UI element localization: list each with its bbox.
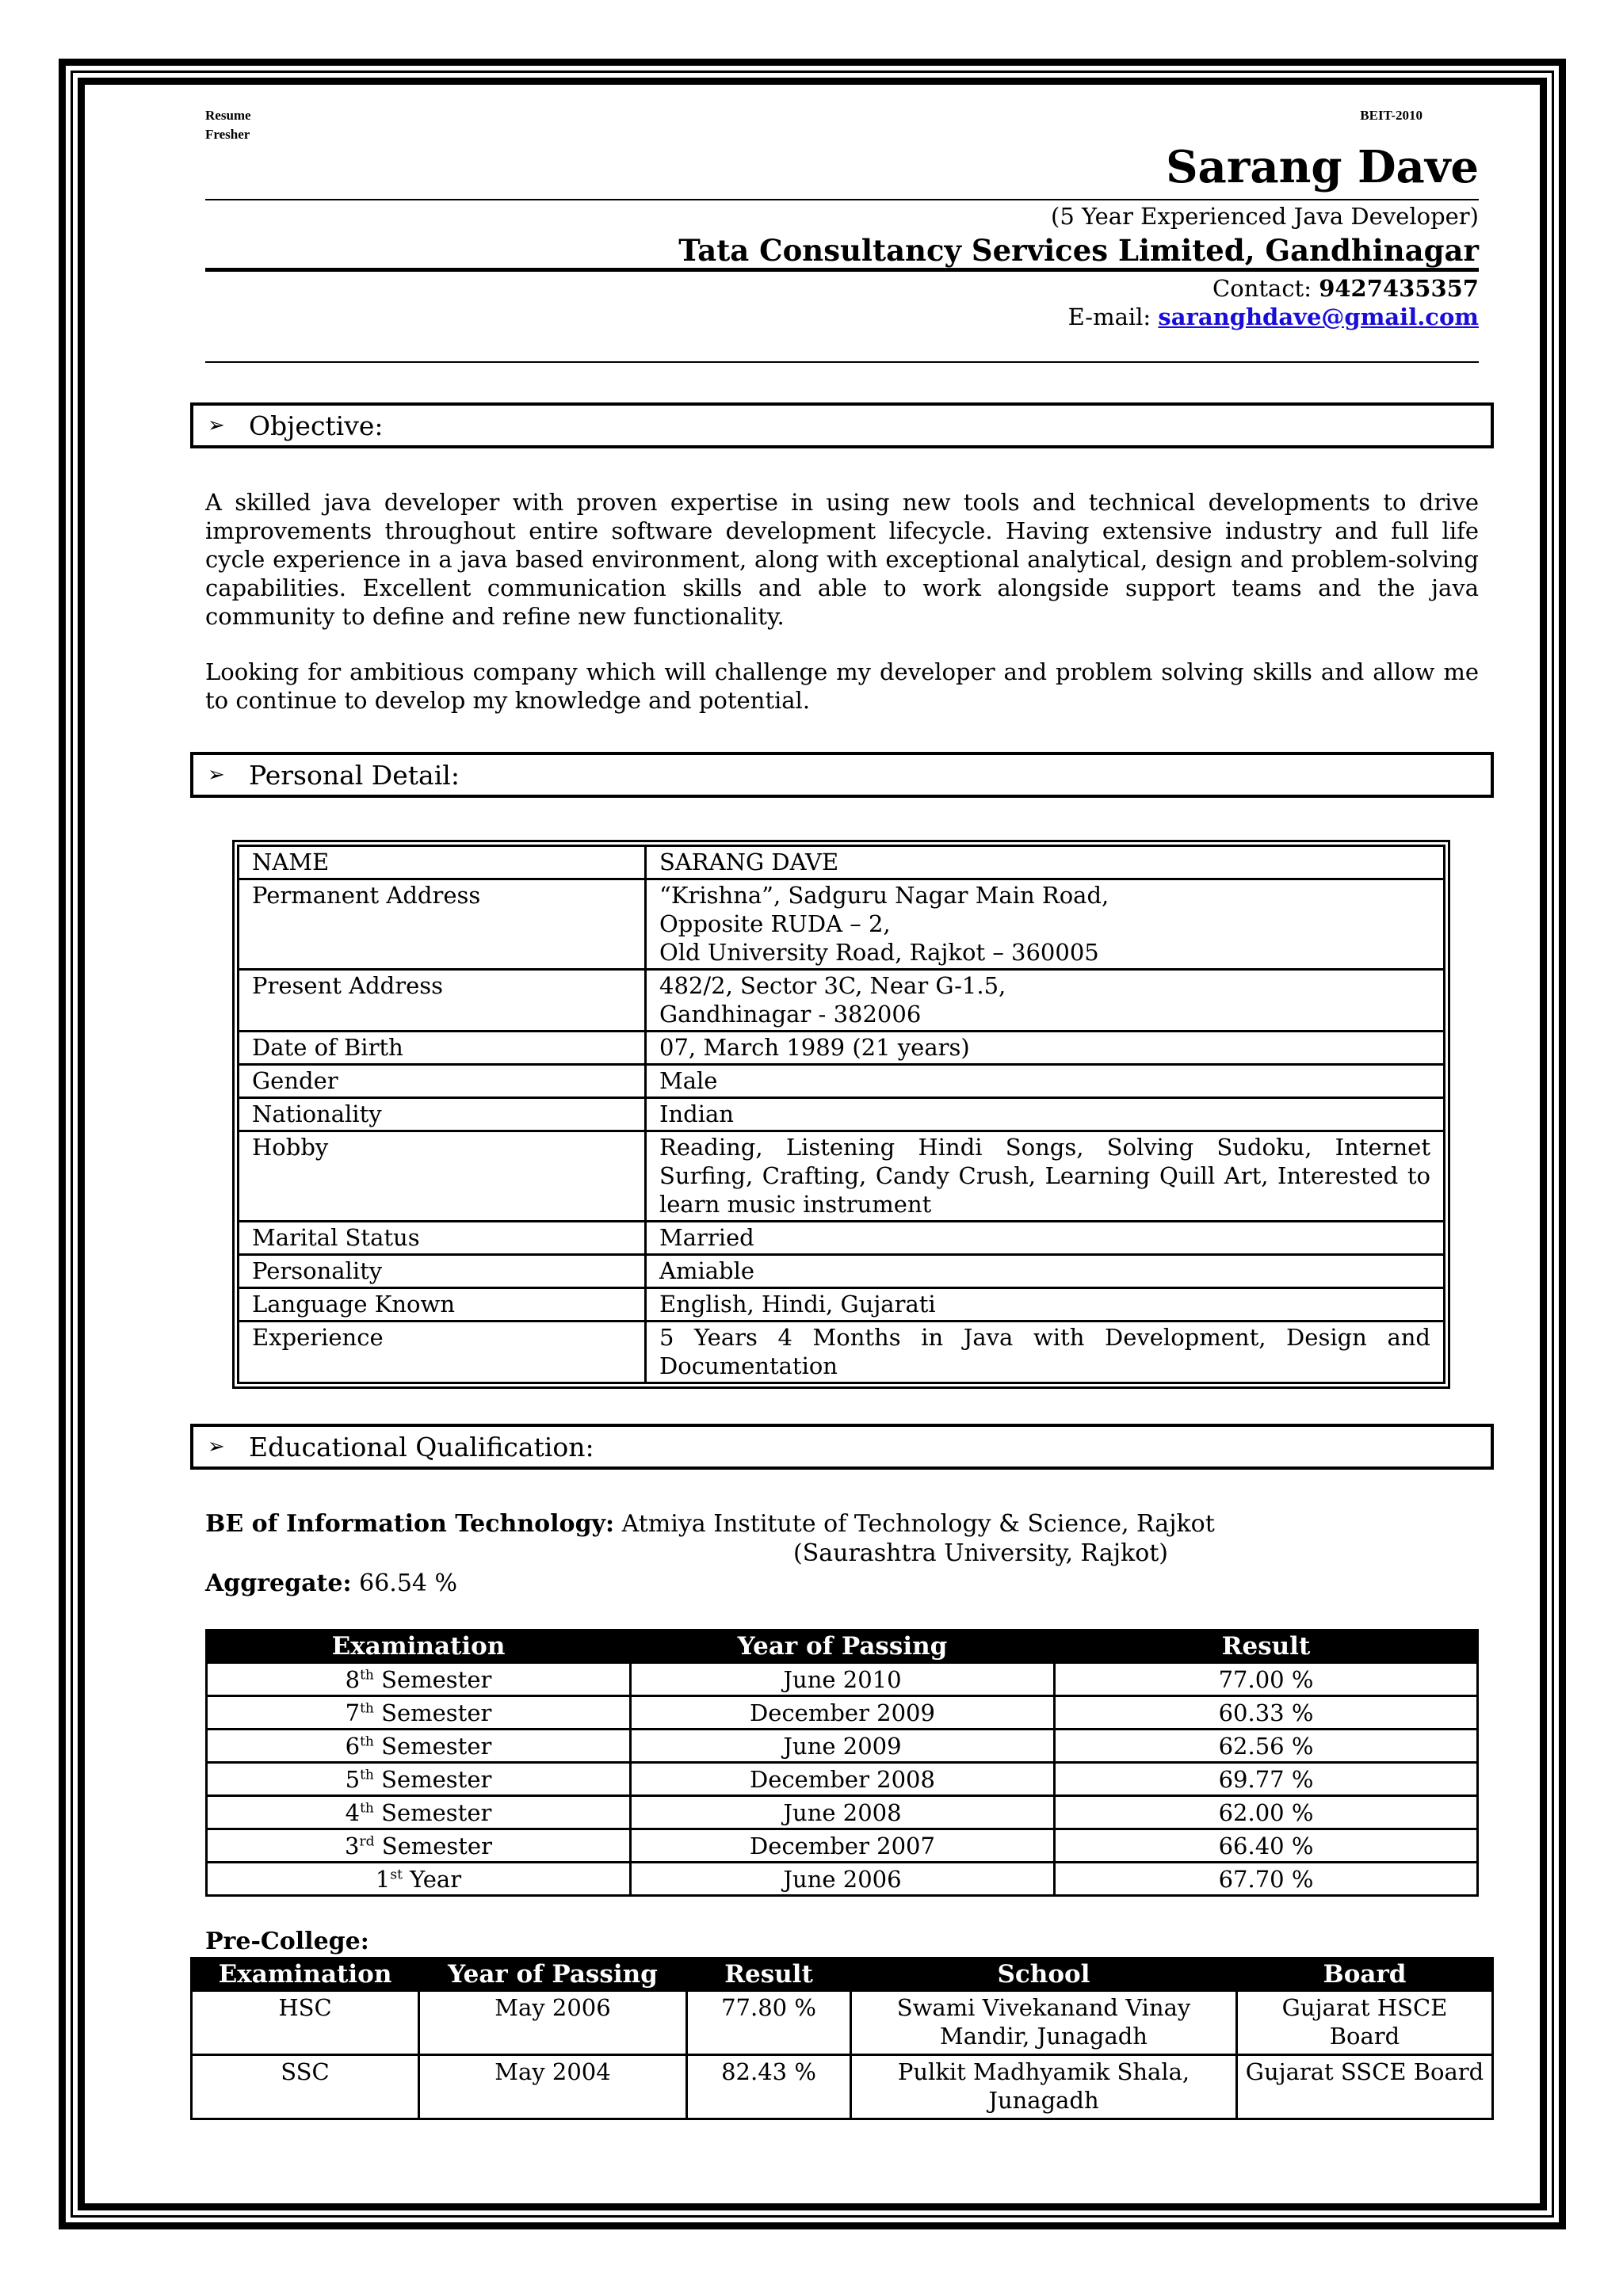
school-cell <box>851 1991 1237 2055</box>
exam-label: Semester <box>373 1799 492 1826</box>
result-cell: 77.80 % <box>687 1991 851 2055</box>
exam-cell <box>207 1696 631 1730</box>
objective-paragraph-2: Looking for ambitious company which will challenge my developer and problem solving skills and allow me to continue to develop my knowledge and potential. <box>205 658 1479 714</box>
result-cell: 82.43 % <box>687 2055 851 2119</box>
detail-value-line: 07, March 1989 (21 years) <box>659 1034 970 1061</box>
exam-ordinal: st <box>390 1867 403 1883</box>
table-row <box>239 1098 1445 1131</box>
header-left-label <box>205 106 251 144</box>
candidate-name: Sarang Dave <box>1166 141 1479 193</box>
detail-value <box>646 1255 1445 1288</box>
degree-label: BE of Information Technology: <box>205 1510 615 1538</box>
exam-cell: SSC <box>192 2055 419 2119</box>
table-row <box>239 970 1445 1032</box>
table-header-row <box>192 1958 1493 1991</box>
detail-value-line: Gandhinagar - 382006 <box>659 1001 922 1028</box>
exam-ordinal: th <box>360 1700 374 1717</box>
pre-college-table <box>190 1957 1494 2120</box>
column-header: Examination <box>192 1958 419 1991</box>
school-line: Swami Vivekanand Vinay <box>896 1994 1191 2021</box>
fresher-label: Fresher <box>205 127 250 142</box>
exam-cell <box>207 1663 631 1696</box>
email-label: E-mail: <box>1067 303 1151 330</box>
candidate-subtitle: (5 Year Experienced Java Developer) <box>1051 203 1479 230</box>
detail-label: Marital Status <box>239 1222 646 1255</box>
exam-cell: HSC <box>192 1991 419 2055</box>
exam-cell <box>207 1730 631 1763</box>
exam-ordinal: th <box>360 1667 374 1684</box>
result-cell: 66.40 % <box>1055 1829 1478 1863</box>
section-education-heading <box>190 1424 1494 1470</box>
table-row <box>239 846 1445 879</box>
objective-paragraph-1: A skilled java developer with proven expertise in using new tools and technical developments to drive improvements throughout entire software development lifecycle. Having extensive industry and full life cycle experience in a java based environment, along with exceptional analytical, design and problem-solving capabilities. Excellent communication skills and able to work alongside support teams and the java community to define and refine new functionality. <box>205 489 1479 630</box>
detail-value: Reading, Listening Hindi Songs, Solving Sudoku, Internet Surfing, Crafting, Candy Crush, Learning Quill Art, Interested to learn music instrument <box>646 1131 1445 1222</box>
column-header: Result <box>687 1958 851 1991</box>
contact-block <box>1068 274 1479 331</box>
table-row <box>239 879 1445 970</box>
year-cell: December 2008 <box>631 1763 1055 1796</box>
table-header-row <box>207 1630 1478 1663</box>
detail-value-line: Old University Road, Rajkot – 360005 <box>659 939 1099 966</box>
batch-code: BEIT-2010 <box>1360 108 1423 123</box>
table-row <box>207 1730 1478 1763</box>
exam-ordinal: rd <box>359 1833 375 1850</box>
detail-label: NAME <box>239 846 646 879</box>
aggregate-value: 66.54 % <box>359 1569 458 1597</box>
detail-value <box>646 846 1445 879</box>
detail-value-line: 482/2, Sector 3C, Near G-1.5, <box>659 972 1006 999</box>
exam-ordinal: th <box>360 1767 374 1783</box>
exam-label: Semester <box>373 1766 492 1793</box>
result-cell: 77.00 % <box>1055 1663 1478 1696</box>
exam-label: Semester <box>374 1833 492 1859</box>
exam-number: 3 <box>345 1833 360 1859</box>
column-header: Board <box>1237 1958 1493 1991</box>
column-header: School <box>851 1958 1237 1991</box>
detail-label: Present Address <box>239 970 646 1032</box>
email-link[interactable]: saranghdave@gmail.com <box>1158 303 1479 330</box>
exam-cell <box>207 1829 631 1863</box>
year-cell: December 2007 <box>631 1829 1055 1863</box>
pre-college-label: Pre-College: <box>205 1928 369 1955</box>
aggregate-line <box>205 1569 1479 1598</box>
board-cell: Gujarat HSCE Board <box>1237 1991 1493 2055</box>
table-row <box>239 1322 1445 1383</box>
detail-label: Nationality <box>239 1098 646 1131</box>
contact-line <box>1068 274 1479 303</box>
detail-value-line: Opposite RUDA – 2, <box>659 910 891 937</box>
table-row <box>207 1796 1478 1829</box>
school-line: Mandir, Junagadh <box>940 2023 1148 2050</box>
exam-cell <box>207 1863 631 1896</box>
exam-ordinal: th <box>360 1800 374 1817</box>
result-cell: 60.33 % <box>1055 1696 1478 1730</box>
contact-phone[interactable]: 9427435357 <box>1319 275 1479 302</box>
table-row <box>192 1991 1493 2055</box>
email-line <box>1068 303 1479 331</box>
contact-label: Contact: <box>1212 275 1312 302</box>
detail-label: Date of Birth <box>239 1032 646 1065</box>
table-row <box>239 1255 1445 1288</box>
year-cell: June 2008 <box>631 1796 1055 1829</box>
section-personal-heading <box>190 752 1494 798</box>
section-title: Objective: <box>249 410 384 441</box>
resume-label: Resume <box>205 108 251 123</box>
section-title: Educational Qualification: <box>249 1431 594 1463</box>
degree-university: (Saurashtra University, Rajkot) <box>793 1539 1169 1567</box>
detail-label: Permanent Address <box>239 879 646 970</box>
degree-line <box>205 1509 1479 1539</box>
arrow-bullet-icon: ➢ <box>208 414 225 437</box>
detail-value-line: SARANG DAVE <box>659 849 839 875</box>
detail-label: Experience <box>239 1322 646 1383</box>
school-cell <box>851 2055 1237 2119</box>
exam-label: Semester <box>373 1666 492 1693</box>
exam-label: Year <box>402 1866 462 1893</box>
detail-value-line: Amiable <box>659 1257 755 1284</box>
header-rule-thick <box>205 268 1479 272</box>
detail-value-line: Married <box>659 1224 754 1251</box>
degree-institute: Atmiya Institute of Technology & Science, Rajkot <box>621 1510 1215 1538</box>
detail-label: Gender <box>239 1065 646 1098</box>
exam-cell <box>207 1763 631 1796</box>
column-header: Year of Passing <box>631 1630 1055 1663</box>
exam-number: 4 <box>345 1799 361 1826</box>
column-header: Year of Passing <box>419 1958 687 1991</box>
exam-number: 1 <box>375 1866 391 1893</box>
table-row <box>239 1222 1445 1255</box>
detail-value <box>646 1065 1445 1098</box>
detail-value <box>646 1032 1445 1065</box>
detail-value-line: English, Hindi, Gujarati <box>659 1291 936 1318</box>
header-rule-thin <box>205 199 1479 200</box>
column-header: Result <box>1055 1630 1478 1663</box>
table-row <box>239 1032 1445 1065</box>
result-cell: 62.00 % <box>1055 1796 1478 1829</box>
detail-value-line: Indian <box>659 1100 734 1127</box>
table-row <box>239 1131 1445 1222</box>
table-row <box>207 1696 1478 1730</box>
arrow-bullet-icon: ➢ <box>208 1435 225 1459</box>
year-cell: December 2009 <box>631 1696 1055 1730</box>
detail-label: Language Known <box>239 1288 646 1322</box>
exam-number: 8 <box>345 1666 361 1693</box>
table-row <box>207 1829 1478 1863</box>
result-cell: 62.56 % <box>1055 1730 1478 1763</box>
table-row <box>239 1288 1445 1322</box>
table-row <box>207 1863 1478 1896</box>
board-cell: Gujarat SSCE Board <box>1237 2055 1493 2119</box>
exam-label: Semester <box>373 1733 492 1760</box>
year-cell: May 2006 <box>419 1991 687 2055</box>
section-objective-heading <box>190 402 1494 448</box>
table-row <box>207 1763 1478 1796</box>
table-row <box>192 2055 1493 2119</box>
arrow-bullet-icon: ➢ <box>208 763 225 787</box>
detail-value <box>646 1098 1445 1131</box>
personal-detail-table <box>237 845 1445 1384</box>
exam-label: Semester <box>373 1699 492 1726</box>
exam-cell <box>207 1796 631 1829</box>
year-cell: June 2009 <box>631 1730 1055 1763</box>
exam-number: 7 <box>345 1699 361 1726</box>
detail-label: Personality <box>239 1255 646 1288</box>
detail-value <box>646 879 1445 970</box>
detail-value <box>646 1288 1445 1322</box>
detail-value-line: Male <box>659 1067 718 1094</box>
semester-results-table <box>205 1629 1479 1897</box>
detail-value <box>646 1222 1445 1255</box>
table-row <box>207 1663 1478 1696</box>
result-cell: 69.77 % <box>1055 1763 1478 1796</box>
year-cell: June 2010 <box>631 1663 1055 1696</box>
exam-ordinal: th <box>360 1733 374 1750</box>
school-line: Pulkit Madhyamik Shala, <box>897 2058 1190 2085</box>
exam-number: 6 <box>345 1733 361 1760</box>
personal-detail-table-frame <box>232 840 1450 1389</box>
school-line: Junagadh <box>988 2087 1099 2114</box>
detail-label: Hobby <box>239 1131 646 1222</box>
current-company: Tata Consultancy Services Limited, Gandhinagar <box>678 233 1479 268</box>
header-rule-bottom <box>205 361 1479 363</box>
detail-value <box>646 970 1445 1032</box>
section-title: Personal Detail: <box>249 759 460 791</box>
column-header: Examination <box>207 1630 631 1663</box>
exam-number: 5 <box>345 1766 361 1793</box>
table-row <box>239 1065 1445 1098</box>
result-cell: 67.70 % <box>1055 1863 1478 1896</box>
year-cell: June 2006 <box>631 1863 1055 1896</box>
year-cell: May 2004 <box>419 2055 687 2119</box>
detail-value: 5 Years 4 Months in Java with Development, Design and Documentation <box>646 1322 1445 1383</box>
aggregate-label: Aggregate: <box>205 1569 352 1597</box>
detail-value-line: “Krishna”, Sadguru Nagar Main Road, <box>659 882 1109 909</box>
